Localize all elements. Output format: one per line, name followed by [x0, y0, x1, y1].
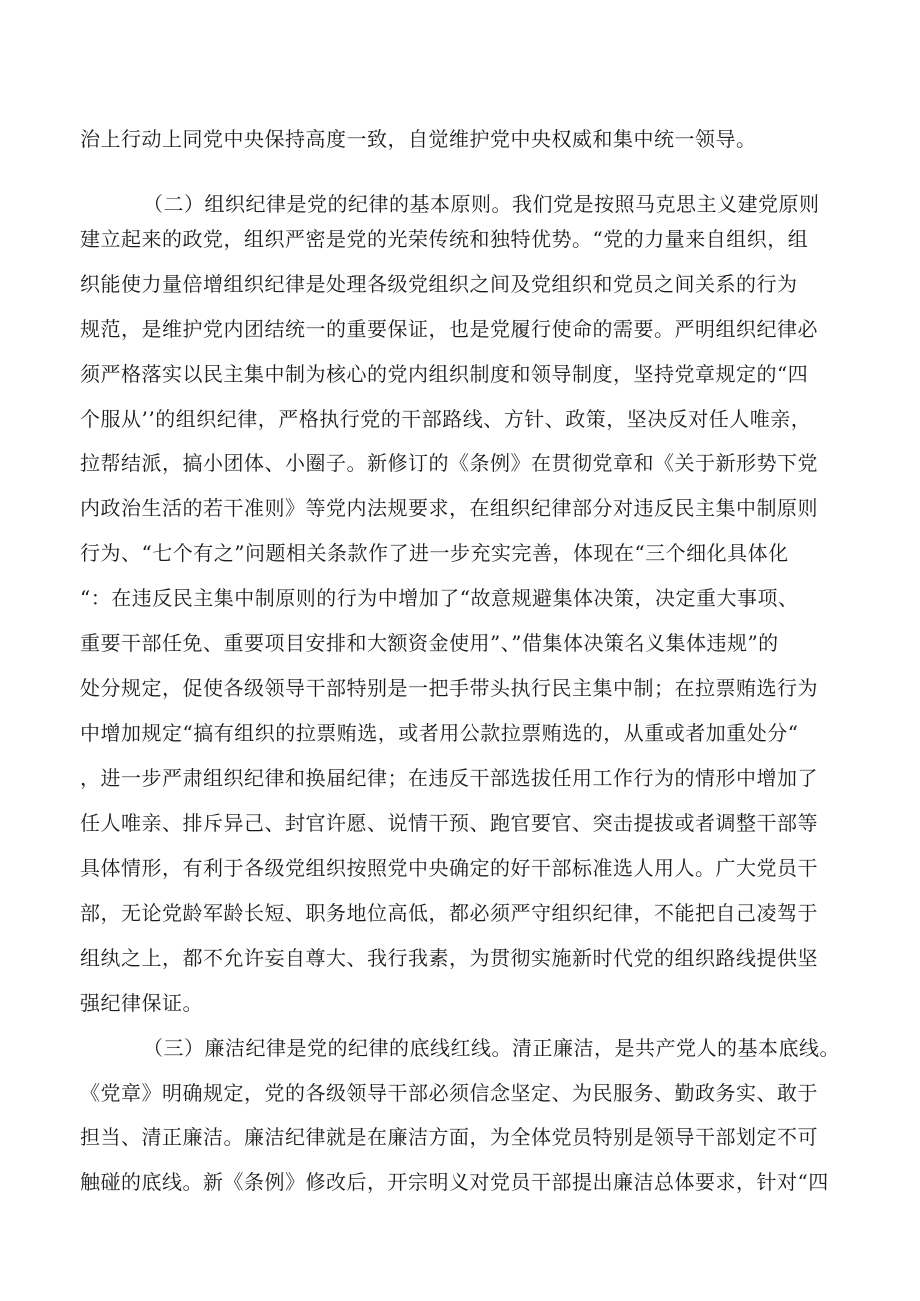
text-line: 任人唯亲、排斥异己、封官许愿、说情干预、跑官要官、突击提拔或者调整干部等: [80, 811, 818, 835]
text-line: 行为、“七个有之”问题相关条款作了进一步充实完善，体现在“三个细化具体化: [80, 541, 789, 565]
text-line: 部，无论党龄军龄长短、职务地位高低，都必须严守组织纪律，不能把自己凌驾于: [80, 901, 818, 925]
paragraph-heading-3: （三）廉洁纪律是党的纪律的底线红线。清正廉洁，是共产党人的基本底线。: [143, 1036, 840, 1060]
text-line: 中增加规定“搞有组织的拉票贿选，或者用公款拉票贿选的，从重或者加重处分“: [80, 721, 799, 745]
text-line: 织能使力量倍增组织纪律是处理各级党组织之间及党组织和党员之间关系的行为: [80, 272, 798, 296]
text-line: 触碰的底线。新《条例》修改后，开宗明义对党员干部提出廉洁总体要求，针对“四: [80, 1170, 829, 1194]
text-line: 担当、清正廉洁。廉洁纪律就是在廉洁方面，为全体党员特别是领导干部划定不可: [80, 1125, 818, 1149]
text-line: 规范，是维护党内团结统一的重要保证，也是党履行使命的需要。严明组织纪律必: [80, 317, 818, 341]
text-line: 建立起来的政党，组织严密是党的光荣传统和独特优势。“党的力量来自组织，组: [80, 227, 809, 251]
paragraph-heading-2: （二）组织纪律是党的纪律的基本原则。我们党是按照马克思主义建党原则: [143, 192, 820, 216]
text-line: “：在违反民主集中制原则的行为中增加了“故意规避集体决策，决定重大事项、: [80, 586, 799, 610]
text-line: 治上行动上同党中央保持高度一致，自觉维护党中央权威和集中统一领导。: [80, 127, 757, 151]
text-line: 须严格落实以民主集中制为核心的党内组织制度和领导制度，坚持党章规定的“四: [80, 362, 809, 386]
text-line: 个服从’’的组织纪律，严格执行党的干部路线、方针、政策，坚决反对任人唯亲，: [80, 407, 812, 431]
text-line: 拉帮结派，搞小团体、小圈子。新修订的《条例》在贯彻党章和《关于新形势下党: [80, 451, 818, 475]
text-line: 《党章》明确规定，党的各级领导干部必须信念坚定、为民服务、勤政务实、敢于: [80, 1081, 818, 1105]
text-line: ，进一步严肃组织纪律和换届纪律；在违反干部选拔任用工作行为的情形中增加了: [80, 766, 818, 790]
text-line: 强纪律保证。: [80, 991, 203, 1015]
text-line: 重要干部任免、重要项目安排和大额资金使用”、”借集体决策名义集体违规”的: [80, 631, 779, 655]
text-line: 具体情形，有利于各级党组织按照党中央确定的好干部标准选人用人。广大党员干: [80, 856, 818, 880]
text-line: 处分规定，促使各级领导干部特别是一把手带头执行民主集中制；在拉票贿选行为: [80, 676, 818, 700]
text-line: 组纨之上，都不允许妄自尊大、我行我素，为贯彻实施新时代党的组织路线提供坚: [80, 946, 818, 970]
text-line: 内政治生活的若干准则》等党内法规要求，在组织纪律部分对违反民主集中制原则: [80, 496, 818, 520]
